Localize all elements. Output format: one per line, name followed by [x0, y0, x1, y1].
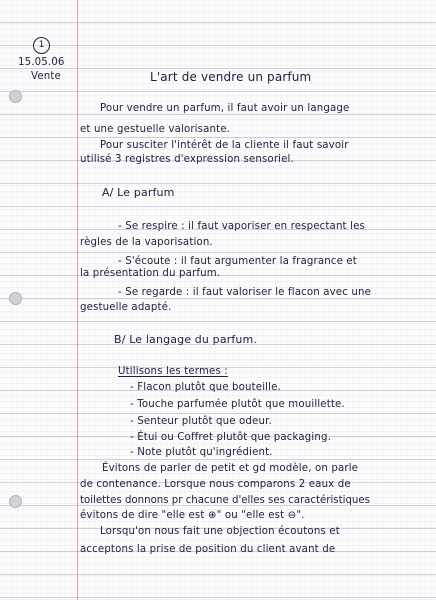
binder-hole [9, 495, 22, 508]
section-a-line: règles de la vaporisation. [80, 237, 213, 248]
term-item: - Senteur plutôt que odeur. [130, 416, 272, 427]
paragraph-line: toilettes donnons pr chacune d'elles ses caractéristiques [80, 495, 370, 506]
section-a-line: la présentation du parfum. [80, 268, 221, 279]
margin-line [77, 0, 78, 600]
binder-hole [9, 90, 22, 103]
section-a-line: gestuelle adapté. [80, 302, 172, 313]
paragraph-line: Lorsqu'on nous fait une objection écoutons et [100, 526, 340, 537]
section-a-line: - Se regarde : il faut valoriser le flacon avec une [118, 287, 371, 298]
page-number: 1 [33, 37, 50, 54]
intro-line: Pour vendre un parfum, il faut avoir un langage [100, 103, 350, 114]
paragraph-line: Évitons de parler de petit et gd modèle, on parle [102, 463, 359, 474]
class-label: Vente [31, 71, 61, 82]
paragraph-line: acceptons la prise de position du client avant de [80, 544, 336, 555]
term-item: - Flacon plutôt que bouteille. [130, 382, 281, 393]
term-item: - Note plutôt qu'ingrédient. [130, 447, 273, 458]
intro-line: Pour susciter l'intérêt de la cliente il faut savoir [100, 140, 349, 151]
term-item: - Étui ou Coffret plutôt que packaging. [130, 432, 332, 443]
section-b-subheading: Utilisons les termes : [118, 366, 228, 377]
section-a-line: - S'écoute : il faut argumenter la fragrance et [118, 256, 357, 267]
intro-line: utilisé 3 registres d'expression sensoriel. [80, 154, 294, 165]
section-a-heading: A/ Le parfum [102, 186, 175, 199]
section-b-heading: B/ Le langage du parfum. [114, 333, 258, 346]
term-item: - Touche parfumée plutôt que mouillette. [130, 399, 345, 410]
page-title: L'art de vendre un parfum [150, 70, 312, 84]
intro-line: et une gestuelle valorisante. [80, 124, 231, 135]
paragraph-line: évitons de dire "elle est ⊕" ou "elle est ⊖". [80, 510, 305, 521]
date: 15.05.06 [18, 57, 65, 68]
binder-hole [9, 292, 22, 305]
section-a-line: - Se respire : il faut vaporiser en respectant les [118, 221, 365, 232]
paragraph-line: de contenance. Lorsque nous comparons 2 eaux de [80, 479, 351, 490]
